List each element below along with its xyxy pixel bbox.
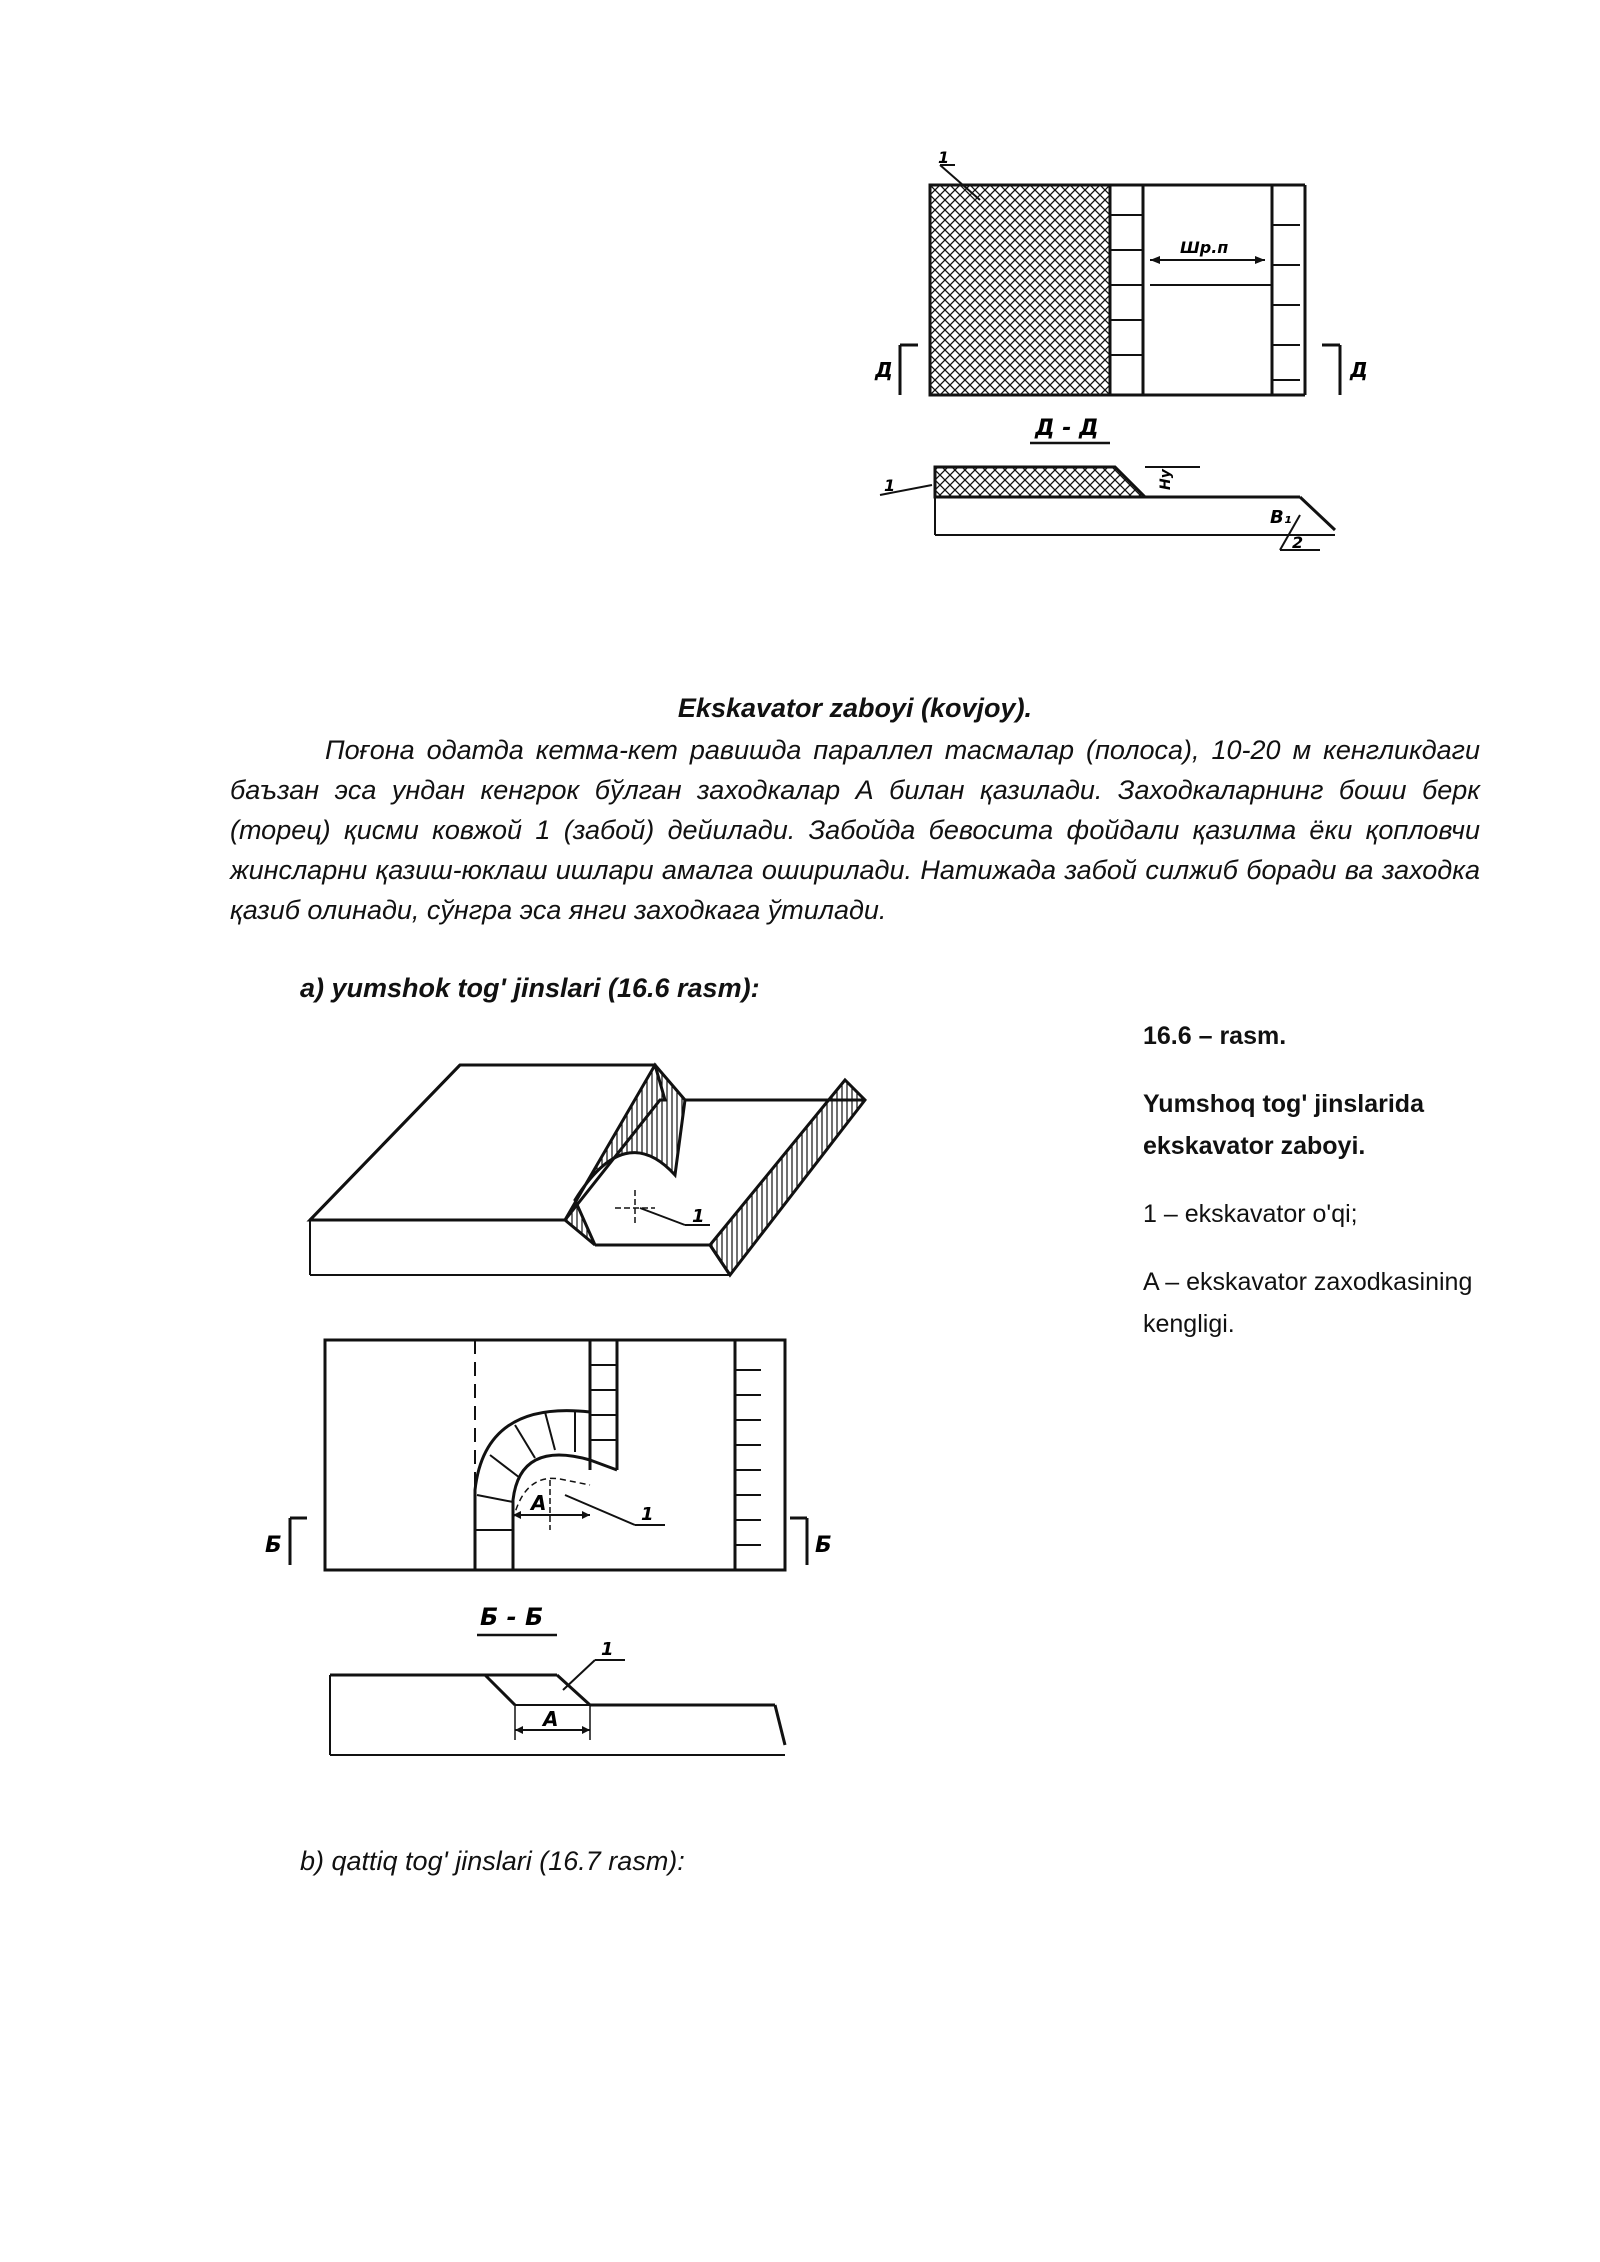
- section-heading: Ekskavator zaboyi (kovjoy).: [677, 693, 1033, 723]
- figure-top-plan-section: [860, 145, 1380, 575]
- figure-16-6: [245, 1040, 895, 1820]
- subheading-b: b) qattiq tog' jinslari (16.7 rasm):: [300, 1846, 685, 1876]
- caption-number: 16.6 – rasm.: [1143, 1022, 1287, 1050]
- caption-item-1: 1 – ekskavator o'qi;: [1143, 1200, 1358, 1228]
- plan-A-label: A: [531, 1491, 547, 1515]
- hatched-rock-block: [930, 185, 1110, 395]
- slope-label: B₁: [1270, 507, 1292, 528]
- label-1-top: 1: [938, 148, 950, 167]
- plan-axis-label: 1: [641, 1504, 654, 1525]
- width-label: Шр.п: [1180, 238, 1229, 257]
- section-A-label: A: [543, 1707, 559, 1731]
- section-mark-right: Д: [1350, 358, 1368, 382]
- label-2: 2: [1292, 533, 1304, 552]
- section-title-top: Д - Д: [1035, 416, 1099, 441]
- section-mark-left-main: Б: [265, 1533, 282, 1558]
- label-1-section: 1: [884, 476, 896, 495]
- figure-caption: [1143, 1015, 1523, 1371]
- section-axis-label: 1: [601, 1639, 614, 1660]
- plan-view: [265, 1340, 832, 1570]
- section-mark-right-main: Б: [815, 1533, 832, 1558]
- caption-title: Yumshoq tog' jinslarida ekskavator zaboyi.: [1143, 1090, 1424, 1160]
- subheading-a: a) yumshok tog' jinslari (16.6 rasm):: [300, 973, 760, 1003]
- isometric-view: [310, 1065, 865, 1275]
- body-paragraph: Поғона одатда кетма-кет равишда параллел тасмалар (полоса), 10-20 м кенгликдаги баъзан эса ундан кенгрок бўлган заходкалар А билан қазилади. Заходкаларнинг боши берк (торец) қисми ковжой 1 (забой) дейилади. Забойда бевосита фойдали қазилма ёки қопловчи жинсларни қазиш-юклаш ишлари амалга оширилади. Натижада забой силжиб боради ва заходка қазиб олинади, сўнгра эса янги заходкага ўтилади.: [230, 735, 1480, 925]
- section-view: [330, 1639, 785, 1755]
- section-hatched-layer: [935, 467, 1145, 497]
- iso-axis-label: 1: [692, 1206, 705, 1227]
- height-label: Hу: [1158, 469, 1174, 490]
- figure-16-6-drawing: [245, 1040, 895, 1820]
- section-title-main: Б - Б: [480, 1603, 544, 1631]
- figure-top-drawing: [860, 145, 1380, 575]
- section-mark-left: Д: [875, 358, 893, 382]
- caption-item-A: A – ekskavator zaxodkasining kengligi.: [1143, 1268, 1473, 1338]
